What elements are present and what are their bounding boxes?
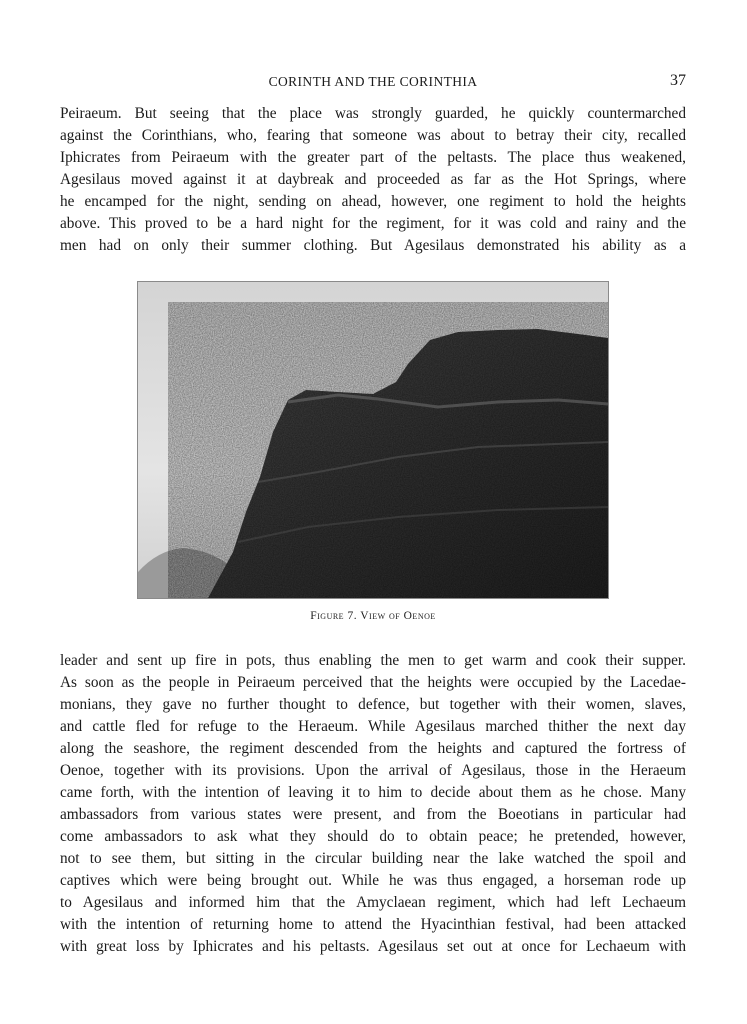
cliff-landscape-image — [138, 282, 608, 598]
text-line: not to see them, but sitting in the circular building near the lake watched the spoil and — [60, 850, 686, 867]
text-line: Peiraeum. But seeing that the place was strongly guarded, he quickly countermarched — [60, 105, 686, 122]
text-line: men had on only their summer clothing. But Agesilaus demonstrated his ability as a — [60, 237, 686, 254]
text-line: with great loss by Iphicrates and his peltasts. Agesilaus set out at once for Lechaeum with — [60, 938, 686, 955]
text-line: Agesilaus moved against it at daybreak and proceeded as far as the Hot Springs, where — [60, 171, 686, 188]
text-line: he encamped for the night, sending on ahead, however, one regiment to hold the heights — [60, 193, 686, 210]
text-line: to Agesilaus and informed him that the Amyclaean regiment, which had left Lechaeum — [60, 894, 686, 911]
paragraph-top — [60, 103, 686, 257]
text-line: Iphicrates from Peiraeum with the greater part of the peltasts. The place thus weakened, — [60, 149, 686, 166]
text-line: along the seashore, the regiment descended from the heights and captured the fortress of — [60, 740, 686, 757]
running-title: CORINTH AND THE CORINTHIA — [268, 74, 478, 89]
text-line: above. This proved to be a hard night for the regiment, for it was cold and rainy and the — [60, 215, 686, 232]
text-line: against the Corinthians, who, fearing that someone was about to betray their city, recalled — [60, 127, 686, 144]
text-line: monians, they gave no further thought to defence, but together with their women, slaves, — [60, 696, 686, 713]
oenoe-photograph — [137, 281, 609, 599]
text-line: captives which were being brought out. While he was thus engaged, a horseman rode up — [60, 872, 686, 889]
running-head — [60, 72, 686, 94]
text-line: Oenoe, together with its provisions. Upon the arrival of Agesilaus, those in the Heraeum — [60, 762, 686, 779]
page-number: 37 — [670, 72, 686, 89]
text-line: As soon as the people in Peiraeum perceived that the heights were occupied by the Lacedae- — [60, 674, 686, 691]
text-line: came forth, with the intention of leaving it to him to decide about them as he chose. Many — [60, 784, 686, 801]
paragraph-bottom — [60, 650, 686, 958]
text-line: and cattle fled for refuge to the Heraeum. While Agesilaus marched thither the next day — [60, 718, 686, 735]
text-line: with the intention of returning home to attend the Hyacinthian festival, had been attacked — [60, 916, 686, 933]
text-line: ambassadors from various states were present, and from the Boeotians in particular had — [60, 806, 686, 823]
text-line: leader and sent up fire in pots, thus enabling the men to get warm and cook their supper. — [60, 652, 686, 669]
text-line: come ambassadors to ask what they should do to obtain peace; he pretended, however, — [60, 828, 686, 845]
figure-caption: Figure 7. View of Oenoe — [310, 610, 436, 622]
